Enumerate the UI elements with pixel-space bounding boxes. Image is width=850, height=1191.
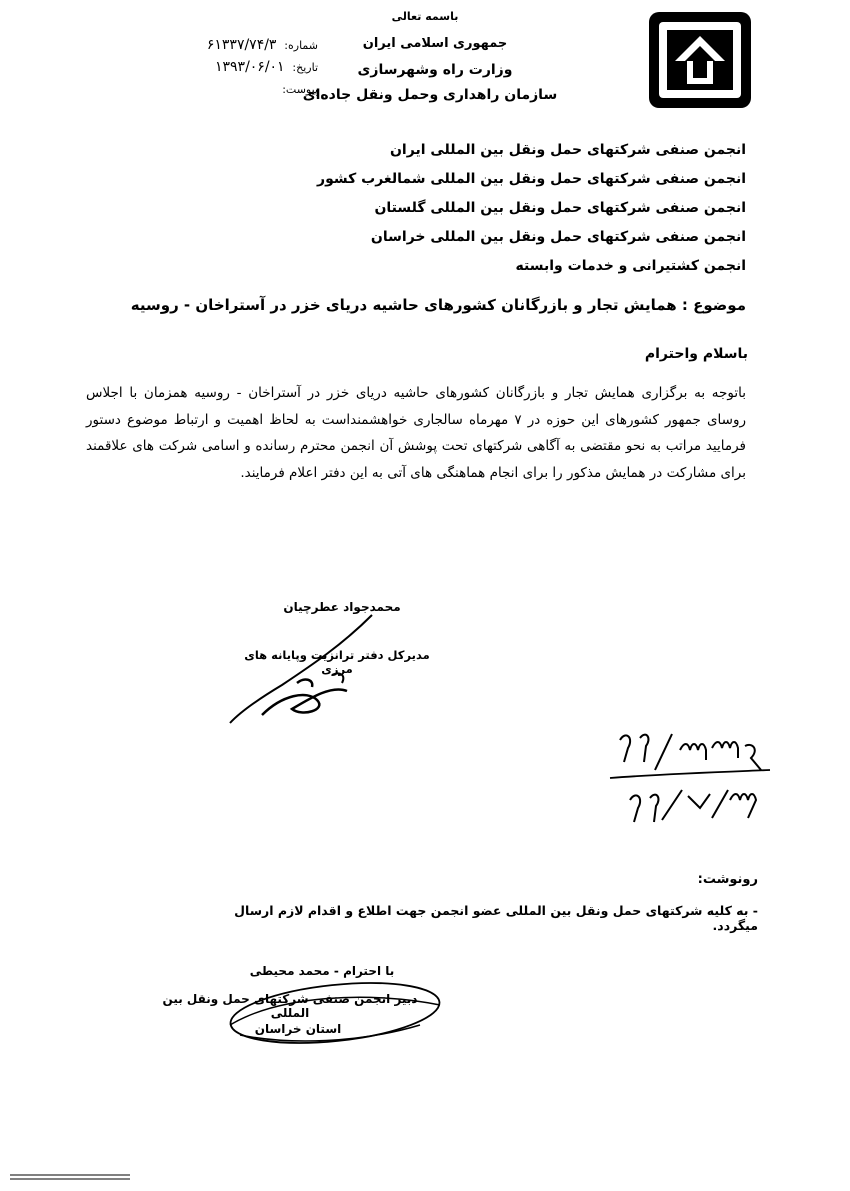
cc-heading: رونوشت: [697, 872, 758, 887]
date-row [88, 56, 318, 78]
signer-name: محمدجواد عطرچیان [283, 600, 401, 614]
attachment-row [88, 78, 318, 100]
date-label: تاریخ: [292, 61, 318, 74]
secretary-title: دبیر انجمن صنفی شرکتهای حمل ونقل بین المللی [162, 992, 418, 1020]
addressee-list [186, 136, 746, 281]
number-label: شماره: [284, 39, 318, 52]
letter-body: باتوجه به برگزاری همایش تجار و بازرگانان کشورهای حاشیه دریای خزر در آستراخان - روسیه همزمان با اجلاس روسای جمهور کشورهای این حوزه در ۷ مهرماه سالجاری خواهشمنداست به لحاظ اهمیت و ارتباط موضوع دستور فرمایید مراتب به نحو مقتضی به آگاهی شرکتهای تحت پوشش آن انجمن محترم رسانده و اسامی شرکت های علاقمند برای مشارکت در همایش مذکور را برای انجام هماهنگی های آتی به این دفتر اعلام فرمایند. [86, 385, 746, 481]
number-row [88, 34, 318, 56]
addressee-item: انجمن صنفی شرکتهای حمل ونقل بین المللی ایران [389, 142, 746, 158]
handwritten-signature [222, 605, 422, 735]
number-value: ۶۱۳۳۷/۷۴/۳ [206, 37, 277, 53]
addressee-item: انجمن صنفی شرکتهای حمل ونقل بین المللی گلستان [374, 200, 746, 216]
subject-line: موضوع : همایش تجار و بازرگانان کشورهای حاشیه دریای خزر در آستراخان - روسیه [130, 296, 746, 314]
ministry-title: وزارت راه وشهرسازی [357, 62, 513, 78]
footer-divider [10, 1165, 130, 1167]
signer-title: مدیرکل دفتر ترانزیت وپایانه های مرزی [244, 648, 430, 676]
organization-title: سازمان راهداری وحمل ونقل جاده‌ای [302, 87, 558, 103]
ministry-logo [645, 6, 755, 114]
bismillah-text: باسمه تعالی [391, 10, 459, 23]
addressee-item: انجمن کشتیرانی و خدمات وابسته [515, 258, 746, 274]
addressee-item: انجمن صنفی شرکتهای حمل ونقل بین المللی خراسان [370, 229, 746, 245]
republic-title: جمهوری اسلامی ایران [362, 36, 508, 51]
date-value: ۱۳۹۳/۰۶/۰۱ [214, 59, 285, 75]
greeting: باسلام واحترام [644, 346, 748, 362]
attachment-label: پیوست: [282, 83, 318, 96]
regards-line: با احترام - محمد محیطی [249, 964, 395, 978]
letter-meta [88, 34, 318, 100]
secretary-province: استان خراسان [254, 1022, 342, 1036]
addressee-item: انجمن صنفی شرکتهای حمل ونقل بین المللی شمالغرب کشور [317, 171, 746, 187]
handwritten-registration [600, 720, 780, 840]
cc-line: - به کلیه شرکتهای حمل ونقل بین المللی عضو انجمن جهت اطلاع و اقدام لازم ارسال میگردد. [234, 903, 758, 933]
